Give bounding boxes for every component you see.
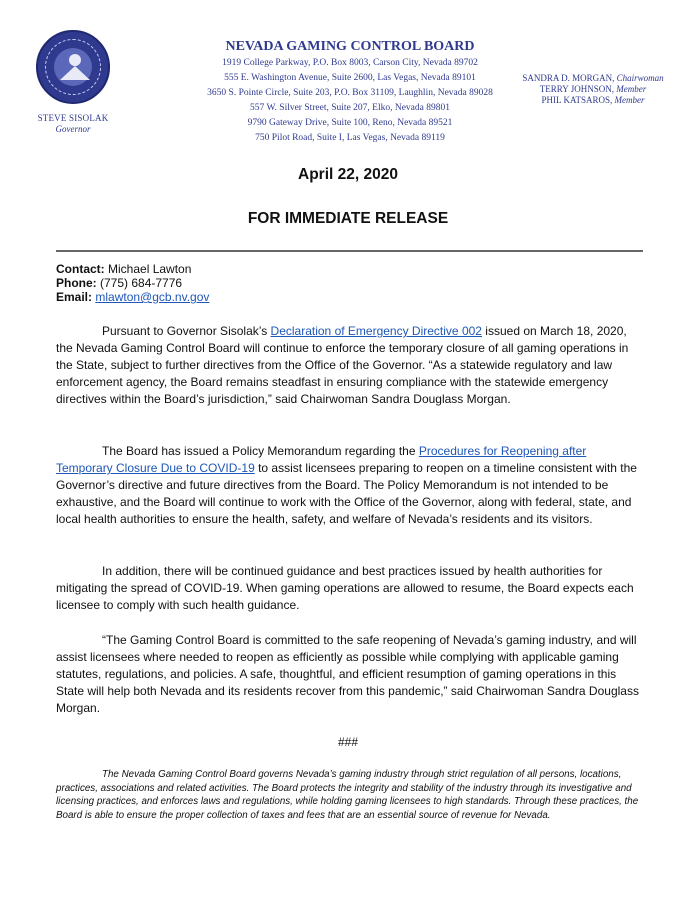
board-member-name: PHIL KATSAROS, [541,95,613,105]
end-mark: ### [337,735,359,749]
board-member-name: SANDRA D. MORGAN, [522,73,615,83]
divider [56,250,643,252]
paragraph-3 [56,563,642,614]
board-member-role: Member [616,84,647,94]
address-line: 9790 Gateway Drive, Suite 100, Reno, Nevada 89521 [247,118,453,128]
footer-text: The Nevada Gaming Control Board governs Nevada’s gaming industry through strict regulation of all persons, locations, practices, associations and related activities. The Board protects the integrity and stability of the industry through its investigative and licensing practices, and enforces laws and regulations, while holding gaming licensees to high standards. Through these practices, the Board is able to ensure the proper collection of taxes and fees that are an essential source of revenue for Nevada. [56,769,639,821]
paragraph-text: Pursuant to Governor Sisolak’s [102,324,271,338]
board-member [508,73,678,83]
paragraph-text: issued on March 18, 2020, the Nevada Gaming Control Board will continue to enforce the temporary closure of all gaming operations in the State, subject to further directives from the Office of the Governor. “As a statewide regulatory and law enforcement agency, the Board remains steadfast in ensuring compliance with the statewide emergency directives within the Board’s jurisdiction,” said Chairwoman Sandra Douglass Morgan. [56,324,629,406]
email-line [56,290,209,304]
board-member [508,84,678,94]
board-member-role: Chairwoman [616,73,664,83]
phone-line [56,276,182,290]
address-line: 3650 S. Pointe Circle, Suite 203, P.O. Box 31109, Laughlin, Nevada 89028 [207,88,493,98]
board-member-role: Member [614,95,645,105]
paragraph-text: to assist licensees preparing to reopen on a timeline consistent with the Governor’s directive and future directives from the Board. The Policy Memorandum is not intended to be exhaustive, and the Board will continue to work with the Office of the Governor, along with federal, state, and local health authorities to ensure the health, safety, and welfare of Nevada’s residents and its visitors. [56,461,637,526]
governor-title: Governor [55,124,91,134]
phone-label: Phone: [56,276,97,290]
reopening-procedures-link[interactable]: Procedures for Reopening after Temporary Closure Due to COVID-19 [56,444,587,475]
board-member [508,95,678,105]
release-date: April 22, 2020 [298,166,398,183]
email-label: Email: [56,290,93,304]
phone-number: (775) 684-7776 [100,276,183,290]
release-heading: FOR IMMEDIATE RELEASE [247,210,449,227]
footer-note [56,768,640,822]
directive-002-link[interactable]: Declaration of Emergency Directive 002 [270,324,482,338]
address-line: 555 E. Washington Avenue, Suite 2600, Las Vegas, Nevada 89101 [224,73,476,83]
contact-line [56,262,191,276]
contact-name: Michael Lawton [108,262,192,276]
paragraph-2 [56,443,642,528]
paragraph-text: The Board has issued a Policy Memorandum regarding the [102,444,419,458]
email-link[interactable]: mlawton@gcb.nv.gov [95,290,210,304]
state-seal-icon [36,30,110,104]
governor-name: STEVE SISOLAK [37,113,109,123]
board-member-name: TERRY JOHNSON, [539,84,614,94]
paragraph-text: In addition, there will be continued guidance and best practices issued by health authorities for mitigating the spread of COVID-19. When gaming operations are allowed to resume, the Board expects each licensee to comply with such health guidance. [56,564,634,612]
address-line: 1919 College Parkway, P.O. Box 8003, Carson City, Nevada 89702 [222,58,478,68]
agency-name: NEVADA GAMING CONTROL BOARD [225,39,475,54]
paragraph-4 [56,632,642,717]
paragraph-text: “The Gaming Control Board is committed to the safe reopening of Nevada’s gaming industry, and will assist licensees where needed to reopen as efficiently as possible while complying with applicable gaming statutes, regulations, and policies. A safe, thoughtful, and efficient resumption of gaming operations in this State will help both Nevada and its residents recover from this pandemic,” said Chairwoman Sandra Douglass Morgan. [56,633,639,715]
contact-label: Contact: [56,262,105,276]
address-line: 557 W. Silver Street, Suite 207, Elko, Nevada 89801 [249,103,450,113]
paragraph-1 [56,323,642,408]
address-line: 750 Pilot Road, Suite I, Las Vegas, Nevada 89119 [255,133,445,143]
